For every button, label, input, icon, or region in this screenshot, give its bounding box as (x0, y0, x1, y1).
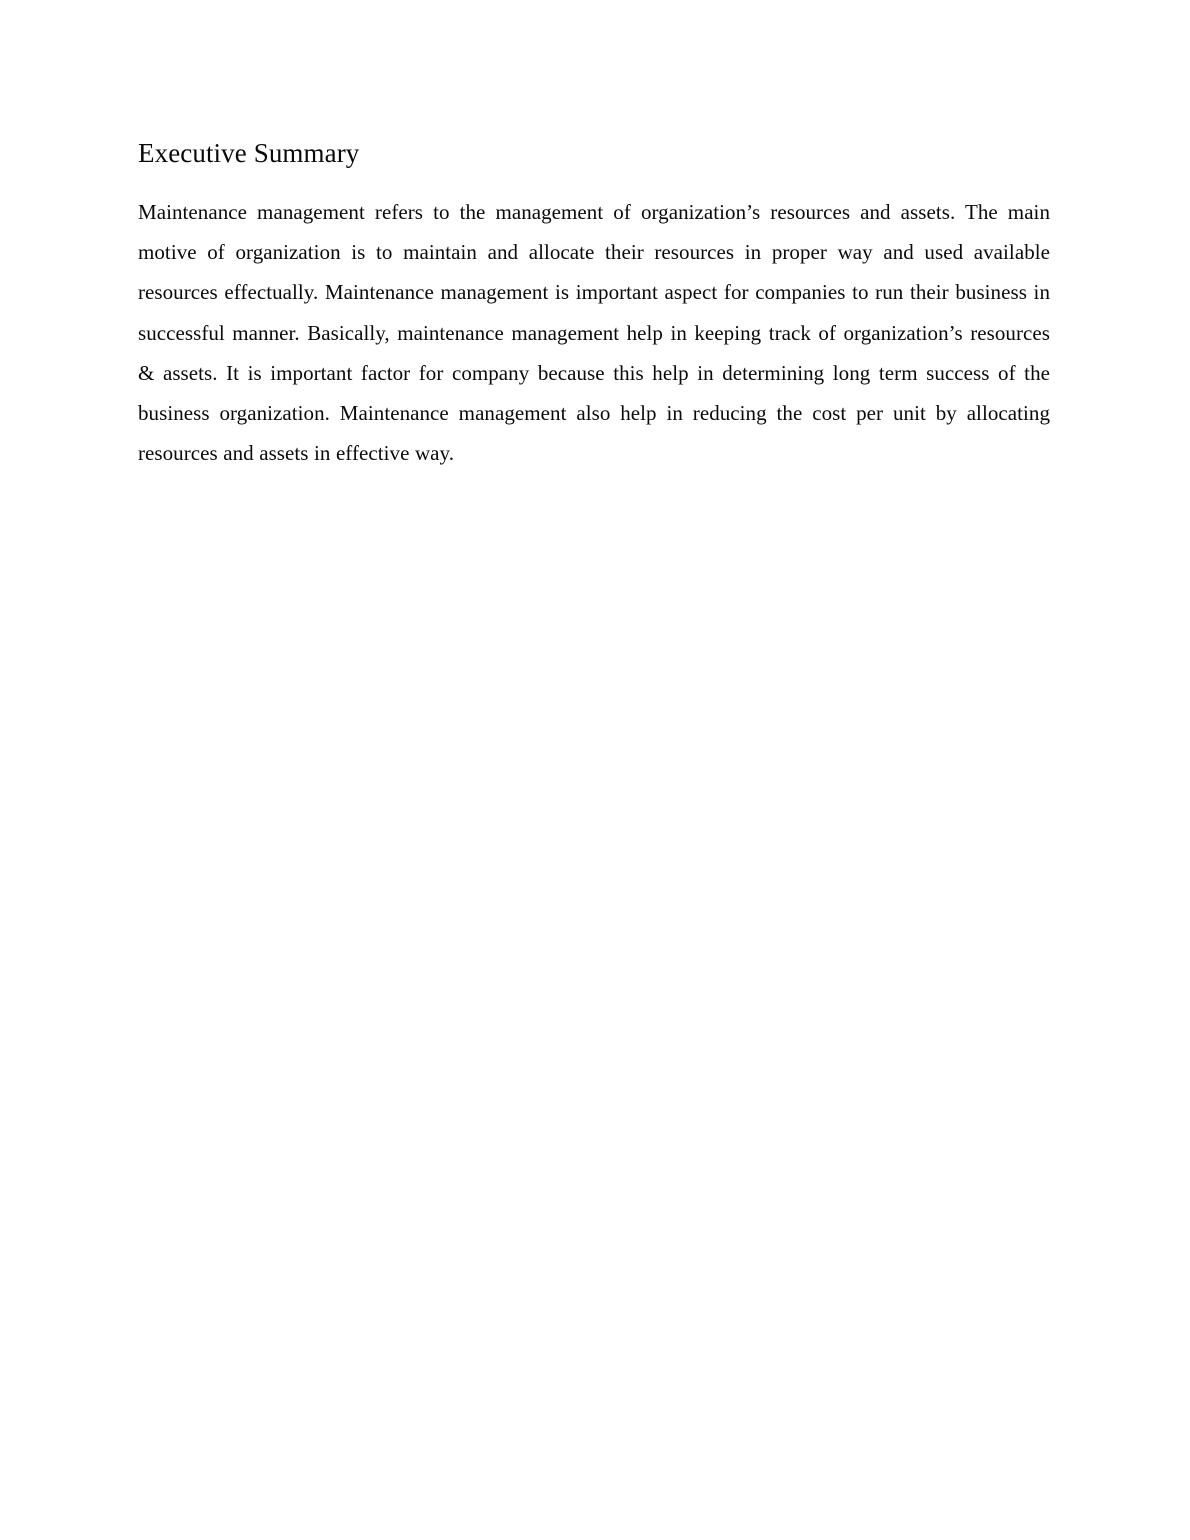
executive-summary-paragraph: Maintenance management refers to the management of organization’s resources and assets. The main motive of organization is to maintain and allocate their resources in proper way and used available resources effectually. Maintenance management is important aspect for companies to run their business in successful manner. Basically, maintenance management help in keeping track of organization’s resources & assets. It is important factor for company because this help in determining long term success of the business organization. Maintenance management also help in reducing the cost per unit by allocating resources and assets in effective way. (138, 200, 1056, 466)
document-content-block (138, 136, 1056, 473)
page-title: Executive Summary (138, 138, 360, 168)
